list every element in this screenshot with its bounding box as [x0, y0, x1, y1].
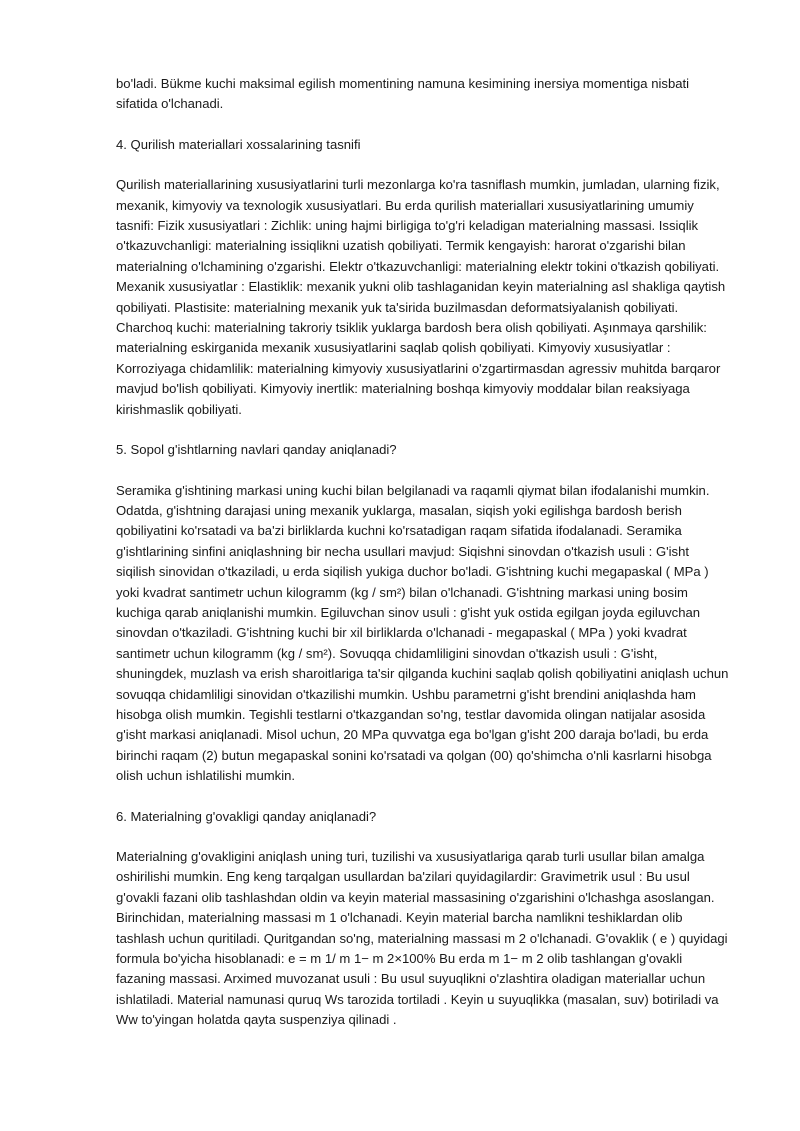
paragraph-porosity: Materialning g'ovakligini aniqlash uning turi, tuzilishi va xususiyatlariga qarab turli usullar bilan amalga oshirilishi mumkin. Eng keng tarqalgan usullardan ba'zilari quyidagilardir: Gravimetrik usul : Bu usul g'ovakli fazani olib tashlashdan oldin va keyin material massasining o'zgarishini o'lchashga asoslangan. Birinchidan, materialning massasi m 1 o'lchanadi. Keyin material barcha namlikni teshiklardan olib tashlash uchun quritiladi. Quritgandan so'ng, materialning massasi m 2 o'lchanadi. G'ovaklik ( e ) quyidagi formula bo'yicha hisoblanadi: e = m 1/ m 1− m 2×100% Bu erda m 1− m 2 olib tashlangan g'ovakli fazaning massasi. Arximed muvozanat usuli : Bu usul suyuqlikni o'zlashtira oladigan materiallar uchun ishlatiladi. Material namunasi quruq Ws tarozida tortiladi . Keyin u suyuqlikka (masalan, suv) botiriladi va Ww to'yingan holatda qayta suspenziya qilinadi .: [116, 849, 728, 1028]
section-heading-4: 4. Qurilish materiallari xossalarining tasnifi: [116, 136, 361, 152]
paragraph-bukme-kuchi: bo'ladi. Bükme kuchi maksimal egilish momentining namuna kesimining inersiya momentiga nisbati sifatida o'lchanadi.: [116, 76, 690, 112]
section-heading-5: 5. Sopol g'ishtlarning navlari qanday aniqlanadi?: [116, 442, 397, 458]
paragraph-brick-grades: Seramika g'ishtining markasi uning kuchi bilan belgilanadi va raqamli qiymat bilan ifodalanishi mumkin. Odatda, g'ishtning darajasi uning mexanik yuklarga, masalan, siqish yoki egilishga bardosh berish qobiliyatini ko'rsatadi va ba'zi birliklarda kuchni ko'rsatadigan raqam sifatida ifodalanadi. Seramika g'ishtlarining sinfini aniqlashning bir necha usullari mavjud: Siqishni sinovdan o'tkazish usuli : G'isht siqilish sinovidan o'tkaziladi, u erda siqilish yukiga duchor bo'ladi. G'ishtning kuchi megapaskal ( MPa ) yoki kvadrat santimetr uchun kilogramm (kg / sm²) bilan o'lchanadi. G'ishtning markasi uning bosim kuchiga qarab aniqlanishi mumkin. Egiluvchan sinov usuli : g'isht yuk ostida egilgan joyda egiluvchan sinovdan o'tkaziladi. G'ishtning kuchi bir xil birliklarda o'lchanadi - megapaskal ( MPa ) yoki kvadrat santimetr uchun kilogramm (kg / sm²). Sovuqqa chidamliligini sinovdan o'tkazish usuli : G'isht, shuningdek, muzlash va erish sharoitlariga ta'sir qilganda kuchini saqlab qolish qobiliyatini aniqlash uchun sovuqqa chidamliligi sinovidan o'tkazilishi mumkin. Ushbu parametrni g'isht brendini aniqlashda ham hisobga olish mumkin. Tegishli testlarni o'tkazgandan so'ng, testlar davomida olingan natijalar asosida g'isht markasi aniqlanadi. Misol uchun, 20 MPa quvvatga ega bo'lgan g'isht 200 daraja bo'ladi, bu erda birinchi raqam (2) butun megapaskal sonini ko'rsatadi va qolgan (00) qo'shimcha o'nli kasrlarni hisobga olish uchun ishlatilishi mumkin.: [116, 482, 729, 784]
document-page: [116, 74, 730, 1051]
section-heading-6: 6. Materialning g'ovakligi qanday aniqlanadi?: [116, 808, 377, 824]
paragraph-material-properties-classification: Qurilish materiallarining xususiyatlarini turli mezonlarga ko'ra tasniflash mumkin, jumladan, ularning fizik, mexanik, kimyoviy va texnologik xususiyatlari. Bu erda qurilish materiallari xususiyatlarining umumiy tasnifi: Fizik xususiyatlari : Zichlik: uning hajmi birligiga to'g'ri keladigan materialning massasi. Issiqlik o'tkazuvchanligi: materialning issiqlikni uzatish qobiliyati. Termik kengayish: harorat o'zgarishi bilan materialning o'lchamining o'zgarishi. Elektr o'tkazuvchanligi: materialning elektr tokini o'tkazish qobiliyati. Mexanik xususiyatlar : Elastiklik: mexanik yukni olib tashlaganidan keyin materialning asl shakliga qaytish qobiliyati. Plastisite: materialning mexanik yuk ta'sirida buzilmasdan deformatsiyalanish qobiliyati. Charchoq kuchi: materialning takroriy tsiklik yuklarga bardosh bera olish qobiliyati. Aşınmaya qarshilik: materialning eskirganida mexanik xususiyatlarini saqlab qolish qobiliyati. Kimyoviy xususiyatlar : Korroziyaga chidamlilik: materialning kimyoviy xususiyatlarini o'zgartirmasdan agressiv muhitda barqaror mavjud bo'lish qobiliyati. Kimyoviy inertlik: materialning boshqa kimyoviy moddalar bilan reaksiyaga kirishmaslik qobiliyati.: [116, 177, 726, 417]
